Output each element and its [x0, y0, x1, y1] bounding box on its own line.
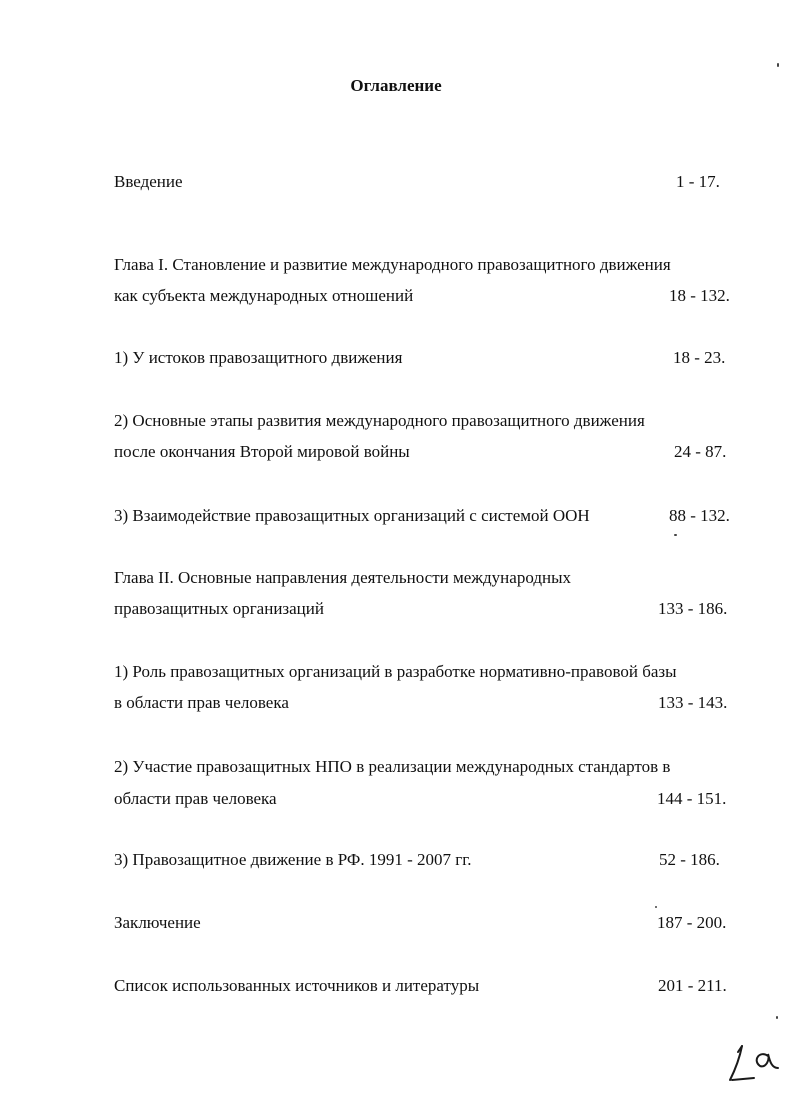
- toc-pages-introduction: 1 - 17.: [676, 172, 720, 191]
- toc-pages-section-2-1: 133 - 143.: [658, 693, 728, 712]
- toc-entry-section-2-2-line-1: 2) Участие правозащитных НПО в реализации международных стандартов в: [114, 757, 671, 776]
- toc-entry-chapter-2-line-2: правозащитных организаций: [114, 599, 324, 618]
- toc-pages-chapter-1: 18 - 132.: [669, 286, 730, 305]
- toc-entry-chapter-1-line-1: Глава I. Становление и развитие международного правозащитного движения: [114, 255, 671, 274]
- toc-entry-section-1-2-line-1: 2) Основные этапы развития международного правозащитного движения: [114, 411, 645, 430]
- scan-speck: [776, 1016, 778, 1019]
- toc-entry-section-2-3: 3) Правозащитное движение в РФ. 1991 - 2007 гг.: [114, 850, 472, 869]
- toc-entry-section-1-2-line-2: после окончания Второй мировой войны: [114, 442, 410, 461]
- toc-pages-section-1-1: 18 - 23.: [673, 348, 726, 367]
- scan-speck: [777, 63, 779, 67]
- scan-speck: [655, 906, 657, 908]
- toc-entry-section-2-1-line-2: в области прав человека: [114, 693, 289, 712]
- toc-title: Оглавление: [350, 76, 442, 95]
- toc-pages-section-2-3: 52 - 186.: [659, 850, 720, 869]
- scan-speck: [674, 534, 677, 536]
- toc-pages-section-2-2: 144 - 151.: [657, 789, 727, 808]
- toc-entry-section-1-3: 3) Взаимодействие правозащитных организаций с системой ООН: [114, 506, 590, 525]
- toc-entry-section-2-1-line-1: 1) Роль правозащитных организаций в разработке нормативно-правовой базы: [114, 662, 677, 681]
- toc-title-wrapper: [0, 76, 792, 96]
- toc-pages-chapter-2: 133 - 186.: [658, 599, 728, 618]
- toc-pages-conclusion: 187 - 200.: [657, 913, 727, 932]
- toc-entry-chapter-1-line-2: как субъекта международных отношений: [114, 286, 414, 305]
- toc-pages-section-1-2: 24 - 87.: [674, 442, 727, 461]
- toc-entry-section-2-2-line-2: области прав человека: [114, 789, 277, 808]
- toc-entry-introduction: Введение: [114, 172, 183, 191]
- toc-entry-chapter-2-line-1: Глава II. Основные направления деятельности международных: [114, 568, 572, 587]
- toc-pages-bibliography: 201 - 211.: [658, 976, 727, 995]
- toc-entry-bibliography: Список использованных источников и литературы: [114, 976, 480, 995]
- toc-pages-section-1-3: 88 - 132.: [669, 506, 730, 525]
- handwritten-page-mark: [728, 1040, 780, 1084]
- toc-entry-conclusion: Заключение: [114, 913, 201, 932]
- toc-entry-section-1-1: 1) У истоков правозащитного движения: [114, 348, 403, 367]
